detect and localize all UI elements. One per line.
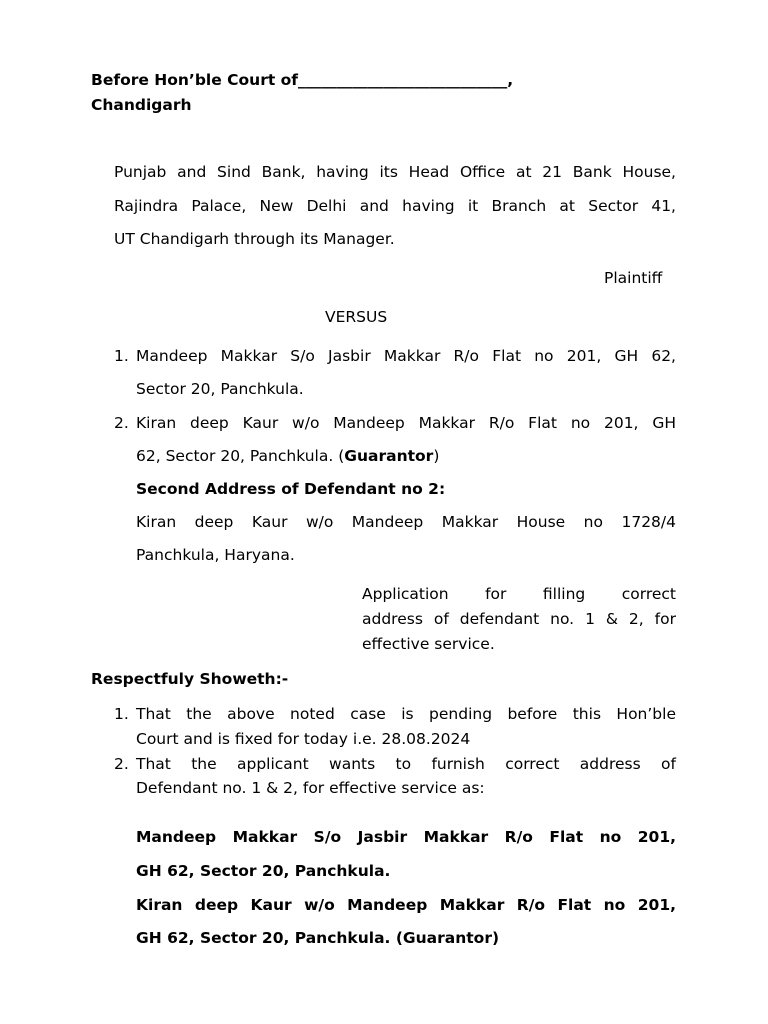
defendant-1-line-2: Sector 20, Panchkula.	[136, 380, 304, 398]
point-1-line-1: That the above noted case is pending before this Hon’ble	[136, 705, 676, 723]
application-line-2: address of defendant no. 1 & 2, for	[362, 610, 676, 628]
defendant-2-line-2: 62, Sector 20, Panchkula. (Guarantor)	[136, 447, 440, 465]
versus-label: VERSUS	[325, 308, 388, 326]
point-2-number: 2.	[114, 755, 129, 773]
defendant-1-number: 1.	[114, 347, 129, 365]
point-1-line-2: Court and is fixed for today i.e. 28.08.2024	[136, 730, 471, 748]
point-2-line-2: Defendant no. 1 & 2, for effective service as:	[136, 779, 485, 797]
defendant-1-line-1: Mandeep Makkar S/o Jasbir Makkar R/o Flat no 201, GH 62,	[136, 347, 676, 365]
second-address-heading: Second Address of Defendant no 2:	[136, 480, 446, 498]
defendant-2-number: 2.	[114, 414, 129, 432]
plaintiff-label: Plaintiff	[604, 269, 663, 287]
showeth-heading: Respectfuly Showeth:-	[91, 670, 289, 688]
point-2-line-1: That the applicant wants to furnish correct address of	[136, 755, 676, 773]
court-city: Chandigarh	[91, 96, 192, 114]
plaintiff-line-1: Punjab and Sind Bank, having its Head Office at 21 Bank House,	[114, 163, 676, 181]
address-b-line-2: GH 62, Sector 20, Panchkula. (Guarantor)	[136, 929, 500, 947]
address-a-line-2: GH 62, Sector 20, Panchkula.	[136, 862, 391, 880]
plaintiff-line-3: UT Chandigarh through its Manager.	[114, 230, 395, 248]
second-address-line-1: Kiran deep Kaur w/o Mandeep Makkar House no 1728/4	[136, 513, 676, 531]
defendant-2-line-1: Kiran deep Kaur w/o Mandeep Makkar R/o Flat no 201, GH	[136, 414, 676, 432]
court-heading: Before Hon’ble Court of___________________________,	[91, 71, 514, 89]
application-line-3: effective service.	[362, 635, 495, 653]
application-line-1: Application for filling correct	[362, 585, 676, 603]
second-address-line-2: Panchkula, Haryana.	[136, 546, 295, 564]
address-b-line-1: Kiran deep Kaur w/o Mandeep Makkar R/o Flat no 201,	[136, 896, 676, 914]
plaintiff-line-2: Rajindra Palace, New Delhi and having it Branch at Sector 41,	[114, 197, 676, 215]
point-1-number: 1.	[114, 705, 129, 723]
address-a-line-1: Mandeep Makkar S/o Jasbir Makkar R/o Flat no 201,	[136, 828, 676, 846]
